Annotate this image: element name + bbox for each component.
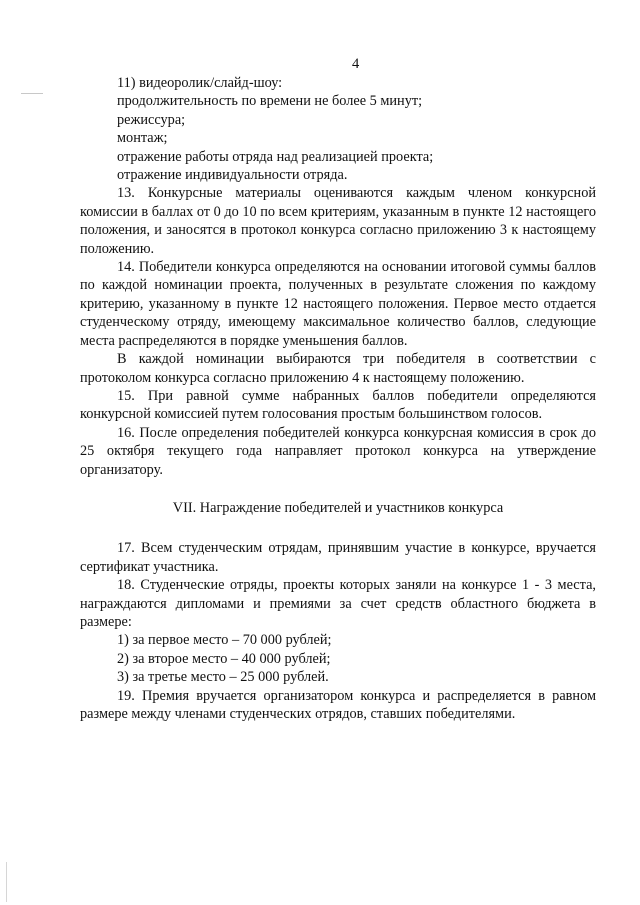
document-body	[80, 74, 596, 723]
paragraph-15: 15. При равной сумме набранных баллов победители определяются конкурсной комиссией путем голосования простым большинством голосов.	[80, 387, 596, 423]
list-11-title: 11) видеоролик/слайд-шоу:	[117, 75, 283, 91]
list-11-item: отражение работы отряда над реализацией проекта;	[117, 148, 434, 165]
prize-item: 3) за третье место – 25 000 рублей.	[117, 669, 329, 686]
list-11-item: режиссура;	[117, 111, 186, 128]
prize-item: 1) за первое место – 70 000 рублей;	[117, 632, 332, 649]
paragraph-16: 16. После определения победителей конкурса конкурсная комиссия в срок до 25 октября текущего года направляет протокол конкурса на утверждение организатору.	[80, 424, 596, 478]
paragraph-17: 17. Всем студенческим отрядам, принявшим участие в конкурсе, вручается сертификат участника.	[80, 540, 596, 575]
page-number: 4	[352, 56, 360, 72]
prize-item: 2) за второе место – 40 000 рублей;	[117, 650, 331, 667]
paragraph-18: 18. Студенческие отряды, проекты которых заняли на конкурсе 1 - 3 места, награждаются дипломами и премиями за счет средств областного бюджета в размере:	[80, 577, 596, 630]
paragraph-13: 13. Конкурсные материалы оцениваются каждым членом конкурсной комиссии в баллах от 0 до 10 по всем критериям, указанным в пункте 12 настоящего положения, и заносятся в протокол конкурса согласно приложению 3 к настоящему положению.	[80, 185, 596, 257]
scan-edge-mark	[6, 862, 7, 902]
paragraph-14-winners: В каждой номинации выбираются три победителя в соответствии с протоколом конкурса согласно приложению 4 к настоящему положению.	[80, 351, 596, 386]
scan-margin-mark	[21, 93, 43, 94]
paragraph-14: 14. Победители конкурса определяются на основании итоговой суммы баллов по каждой номинации проекта, полученных в результате сложения по каждому критерию, указанному в пункте 12 настоящего положения. Первое место отдается студенческому отряду, имеющему максимальное количество баллов, следующие места распределяются в порядке уменьшения баллов.	[80, 259, 596, 349]
list-11-item: отражение индивидуальности отряда.	[117, 167, 348, 184]
list-11-item: монтаж;	[117, 130, 168, 147]
section-heading: VII. Награждение победителей и участников конкурса	[172, 499, 504, 516]
list-11-item: продолжительность по времени не более 5 минут;	[117, 93, 423, 110]
paragraph-19: 19. Премия вручается организатором конкурса и распределяется в равном размере между членами студенческих отрядов, ставших победителями.	[80, 687, 596, 722]
